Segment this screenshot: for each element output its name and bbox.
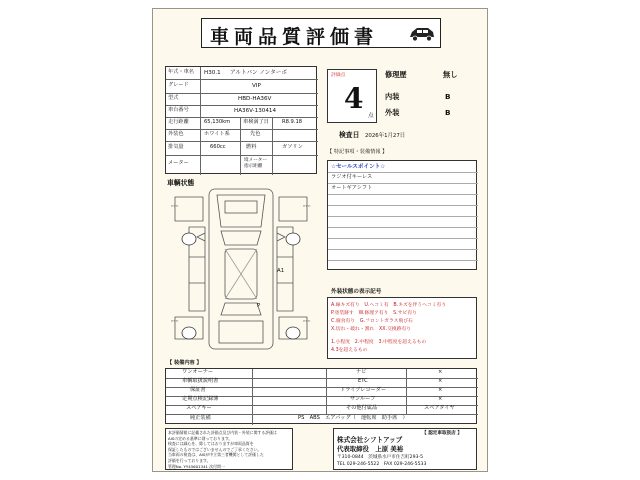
- value-mileage: 65,130km: [204, 119, 231, 125]
- score-label: 評価点: [331, 73, 346, 78]
- equipment-item-label: ワンオーナー: [182, 369, 214, 375]
- interior-label: 内装: [385, 92, 400, 101]
- value-meter-note: 境メーター 指示距離: [244, 158, 267, 169]
- title-banner: [201, 18, 441, 48]
- label-fuel: 燃料: [246, 144, 257, 150]
- inspect-date-label: 検査日: [339, 131, 360, 139]
- value-exterior-color: ホワイト系: [204, 131, 230, 137]
- repair-value: 無し: [443, 70, 458, 79]
- value-model: HBD-HA36V: [238, 96, 272, 102]
- car-icon: [408, 27, 436, 42]
- score-unit: 点: [368, 113, 374, 119]
- legend-line: C.腐食有り G.フロントガラス飛び石: [331, 319, 413, 324]
- damage-mark-a1: A1: [277, 268, 285, 274]
- equipment-item-label: ETC: [358, 378, 368, 384]
- damage-mark-p: P: [257, 303, 261, 309]
- score-value: 4: [344, 82, 364, 115]
- vehicle-condition-diagram: [167, 187, 315, 355]
- tire-depth-label: mm: [303, 203, 311, 208]
- equipment-item-value: スペアタイヤ: [424, 405, 455, 411]
- label-inspection: 車検満了日: [243, 119, 269, 125]
- equipment-item-label: 定期点検記録簿: [182, 396, 219, 402]
- disclaimer-line: 検査には細心を、除してはおりますが車両品質を: [168, 441, 254, 446]
- company-phone: TEL 029-246-5522 FAX 029-246-5533: [337, 462, 427, 467]
- legend-line: P.塗装跡す W.修理ア有り S.サビ有り: [331, 311, 417, 316]
- equipment-item-label: 車輌取扱説明書: [182, 378, 219, 384]
- genuine-value: PS ABS エアバッグ（ 運転席 助手席 ）: [298, 415, 408, 421]
- inspect-date-value: 2026年1月27日: [365, 133, 406, 139]
- evaluation-sheet: [152, 8, 488, 472]
- interior-value: B: [445, 92, 451, 101]
- notes-box: [327, 160, 477, 270]
- tire-depth-label: mm: [303, 318, 311, 323]
- legend-line: X.切れ・破れ・割れ XX.交換跡有り: [331, 327, 412, 332]
- label-displacement: 排気量: [168, 144, 184, 150]
- equipment-item-label: ナビ: [356, 369, 367, 375]
- label-year: 年式・車名: [168, 69, 194, 75]
- disclaimer-line: AISの定める基準に則っております。: [168, 435, 233, 441]
- equipment-item-label: サンルーフ: [350, 396, 376, 402]
- value-year: H30.1: [204, 70, 221, 76]
- exterior-label: 外装: [385, 108, 400, 117]
- company-address: 〒310-0844 茨城県水戸市住吉町293-5: [337, 455, 423, 460]
- label-color: 先色: [250, 131, 261, 137]
- tire-depth-label: mm: [171, 203, 179, 208]
- equipment-item-label: 保証書: [190, 387, 206, 393]
- label-grade: グレード: [168, 82, 189, 88]
- disclaimer-line: 本評価情報に記載された評価点及び内装・外装に関する評価は: [168, 430, 277, 435]
- equipment-item-value: ×: [438, 369, 443, 375]
- value-car-name: アルトバン ノンターボ: [230, 70, 287, 76]
- equipment-item-value: ×: [438, 396, 443, 402]
- company-box: [333, 428, 477, 470]
- legend-box: [327, 297, 477, 359]
- score-box: [327, 69, 377, 123]
- label-chassis: 車台番号: [168, 107, 189, 113]
- disclaimer-box: [165, 428, 293, 470]
- equipment-header: 【 装備内容 】: [167, 360, 202, 366]
- equipment-item-label: ドライブレコーダー: [340, 387, 387, 393]
- equipment-item-value: ×: [438, 387, 443, 393]
- legend-line: 1.小程度 2.中程度 3.中程度を超えるもの: [331, 340, 427, 345]
- genuine-label: 純正装備: [190, 415, 211, 421]
- value-fuel: ガソリン: [282, 144, 303, 150]
- management-number: 管理No. YY45601341 次付問一: [168, 463, 225, 469]
- equipment-item-label: スペアキー: [186, 405, 212, 411]
- dealer-badge: 【 認定車取扱店 】: [422, 431, 462, 436]
- equipment-table: [165, 368, 477, 424]
- value-grade: VIP: [252, 83, 261, 89]
- disclaimer-line: 評価を行っております。: [168, 457, 211, 463]
- note-item: オートギアシフト: [331, 185, 373, 191]
- value-inspection: R8.9.18: [282, 119, 303, 125]
- exterior-value: B: [445, 108, 451, 117]
- disclaimer-line: 保証したものではございませんのでご了承ください。: [168, 446, 262, 452]
- label-model: 型式: [168, 95, 179, 101]
- notes-header: 【 特記事項・装備情報 】: [327, 149, 388, 155]
- sales-point: ☆セールスポイント☆: [331, 164, 386, 170]
- legend-line: A.線キズ有り U.ヘコミ有 B.キズを伴うヘコミ有り: [331, 303, 447, 308]
- page-title: 車両品質評価書: [210, 26, 379, 48]
- company-name: 株式会社シフトアップ: [337, 436, 403, 444]
- label-meter: メーター: [168, 160, 189, 166]
- diagram-header: 車輌状態: [167, 179, 195, 187]
- legend-header: 外装状態の表示記号: [331, 289, 382, 295]
- equipment-item-label: その他付属品: [346, 405, 378, 411]
- legend-line: 4.3を超えるもの: [331, 348, 368, 353]
- value-displacement: 660cc: [210, 144, 226, 150]
- label-mileage: 走行距離: [168, 119, 189, 125]
- note-item: ラジオ付キーレス: [331, 174, 373, 180]
- representative: 代表取締役 上原 美裕: [337, 445, 404, 453]
- vehicle-info-table: [165, 66, 317, 174]
- label-exterior-color: 外装色: [168, 131, 184, 137]
- repair-label: 修理歴: [385, 70, 407, 79]
- equipment-item-value: ×: [438, 378, 443, 384]
- tire-depth-label: mm: [171, 318, 179, 323]
- value-chassis: HA36V-130414: [234, 108, 277, 114]
- disclaimer-line: 当車両の検査は、AISが中立第三者機関として評価した: [168, 452, 264, 457]
